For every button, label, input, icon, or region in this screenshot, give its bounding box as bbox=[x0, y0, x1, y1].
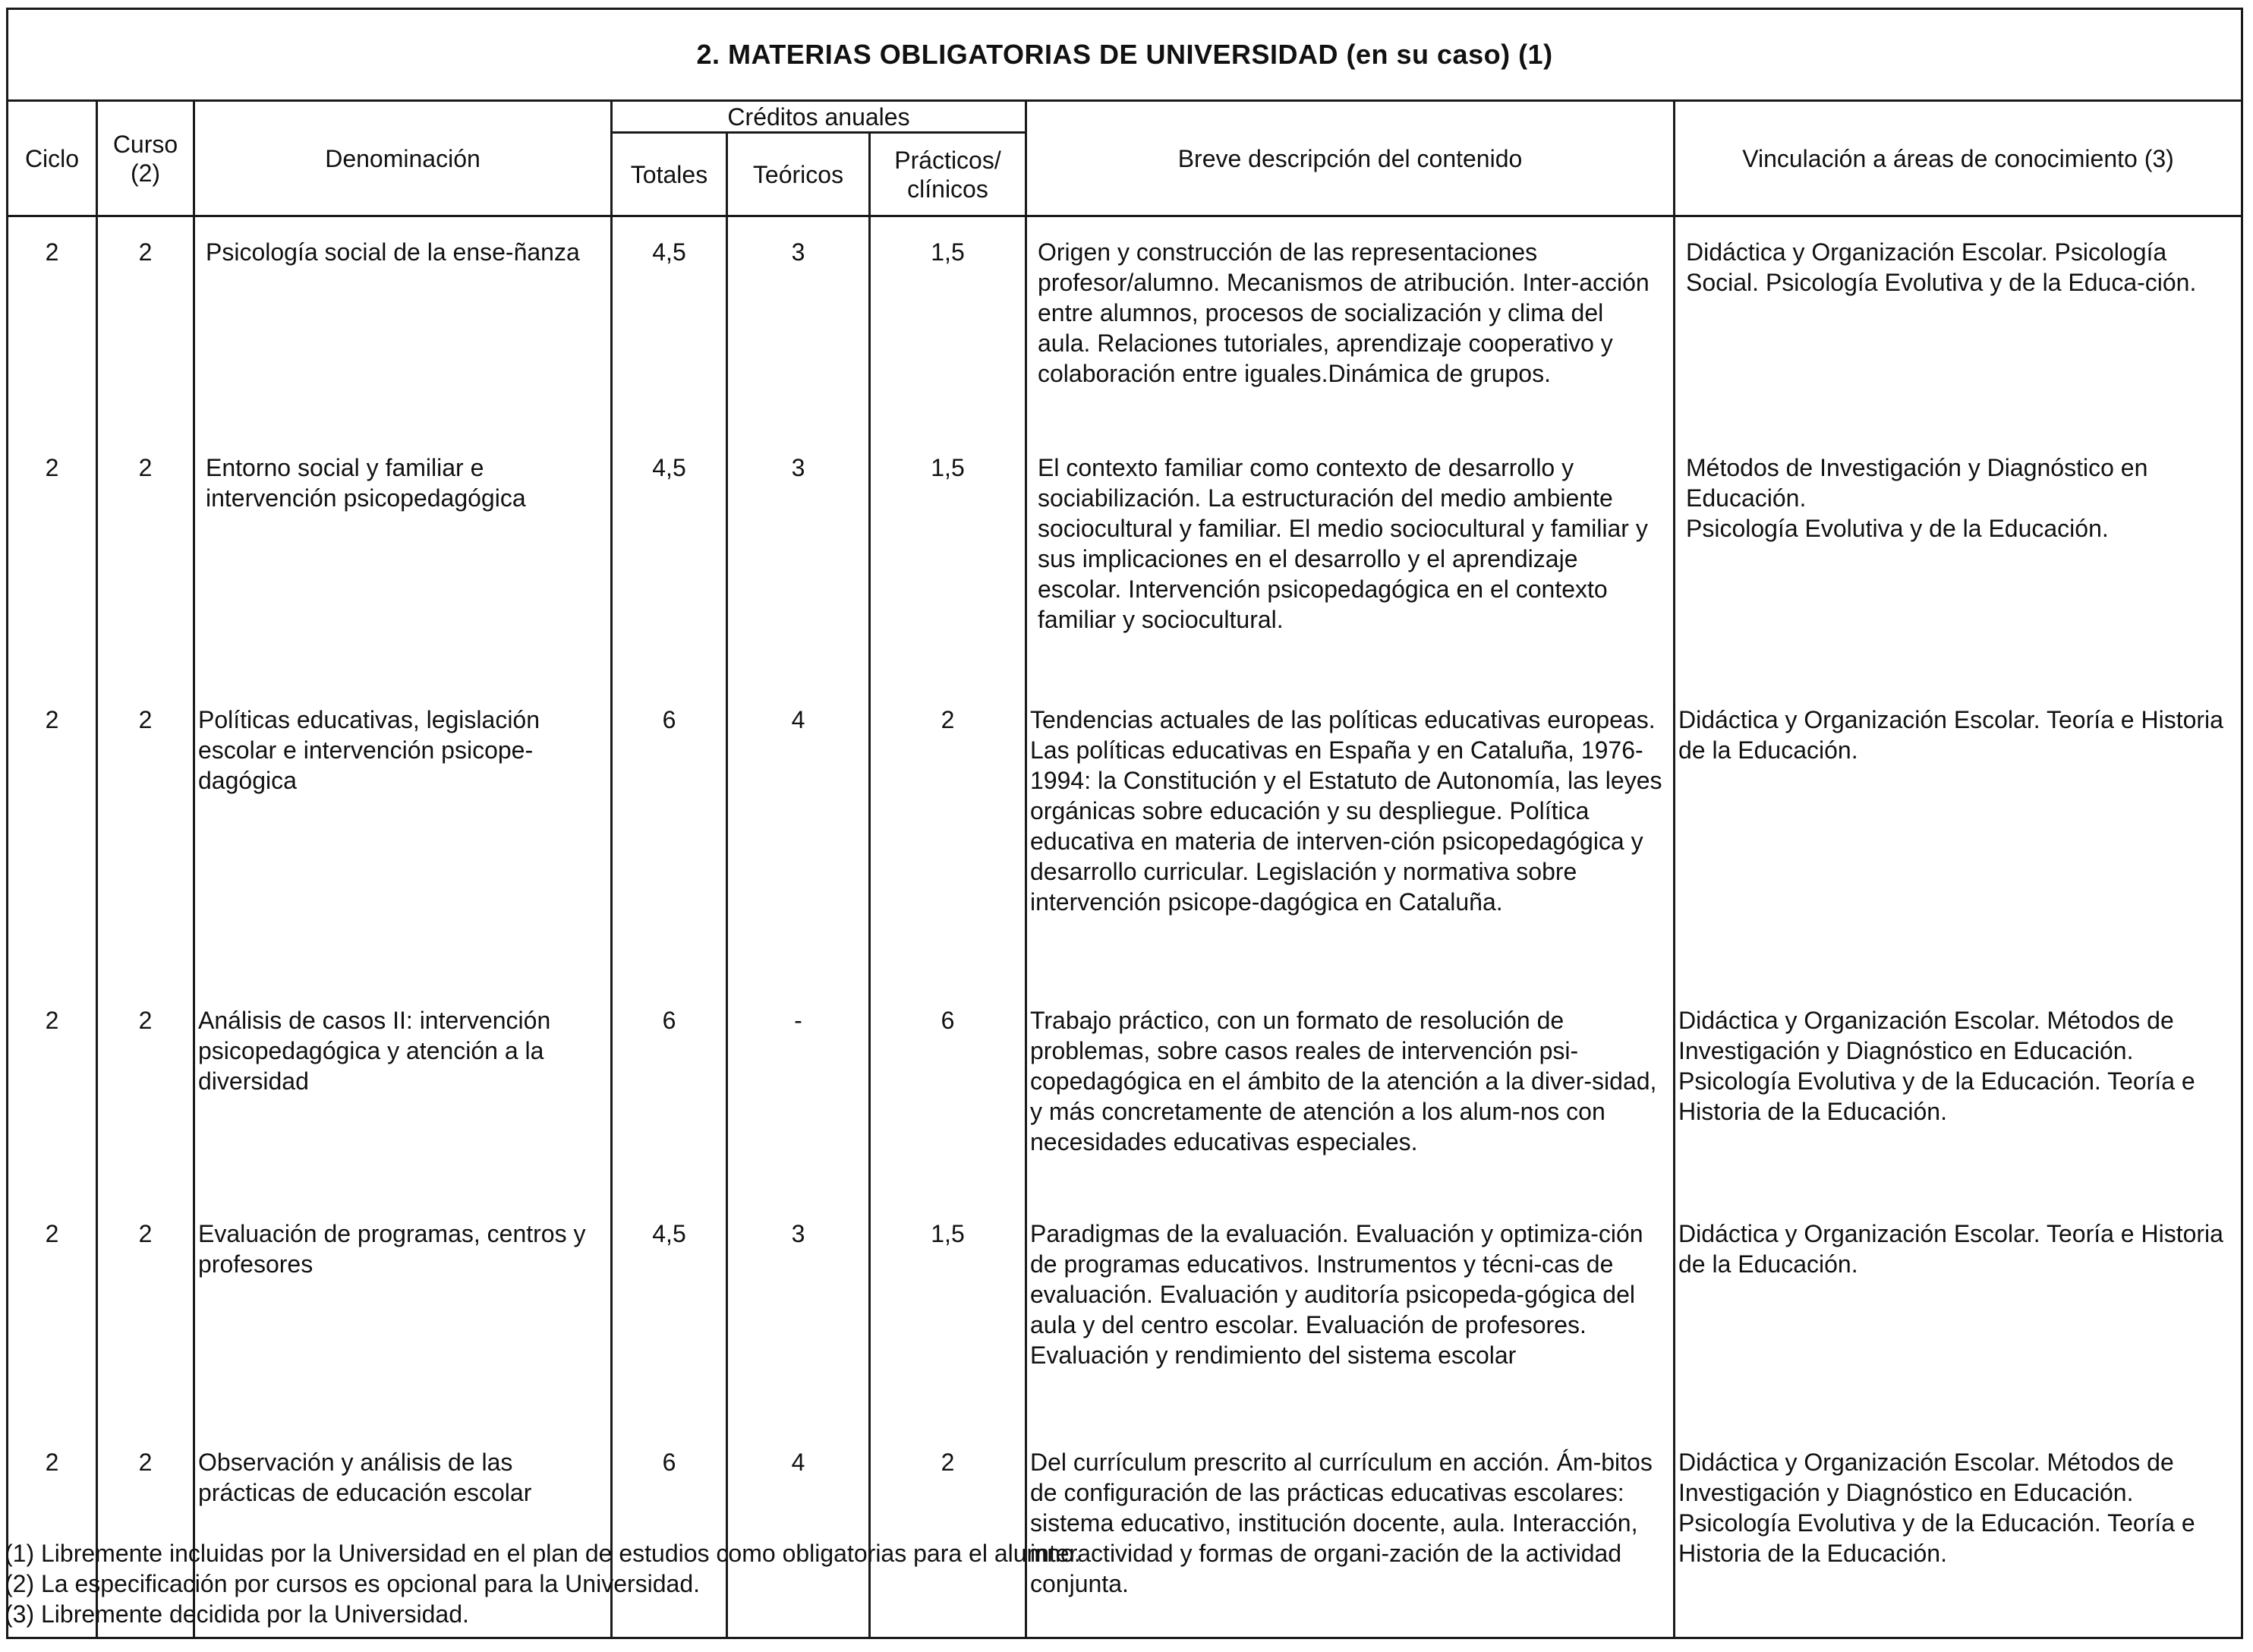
header-vinculacion: Vinculación a áreas de conocimiento (3) bbox=[1675, 101, 2242, 216]
cell-descripcion: El contexto familiar como contexto de desarrollo y sociabilización. La estructuración del medio ambiente sociocultural y familiar. El medio sociocultural y familiar y sus implicaciones en el desarrollo y el aprendizaje escolar. Intervención psicopedagógica en el contexto familiar y sociocultural. bbox=[1026, 433, 1675, 685]
cell-practicos: 1,5 bbox=[870, 216, 1026, 433]
cell-totales: 6 bbox=[612, 1427, 727, 1638]
footnotes bbox=[5, 1538, 1081, 1629]
cell-denominacion: Políticas educativas, legislación escolar e intervención psicope-dagógica bbox=[194, 685, 612, 985]
cell-ciclo: 2 bbox=[8, 985, 97, 1199]
footnote: (1) Libremente incluidas por la Universidad en el plan de estudios como obligatorias para el alumno. bbox=[5, 1540, 1081, 1567]
cell-totales: 6 bbox=[612, 985, 727, 1199]
header-curso bbox=[97, 101, 194, 216]
cell-ciclo: 2 bbox=[8, 216, 97, 433]
header-ciclo: Ciclo bbox=[8, 101, 97, 216]
cell-vinculacion: Didáctica y Organización Escolar. Psicología Social. Psicología Evolutiva y de la Educa-ción. bbox=[1675, 216, 2242, 433]
header-curso-note: (2) bbox=[130, 159, 161, 187]
cell-vinculacion bbox=[1675, 433, 2242, 685]
cell-ciclo: 2 bbox=[8, 685, 97, 985]
header-descripcion: Breve descripción del contenido bbox=[1026, 101, 1675, 216]
footnote: (2) La especificación por cursos es opcional para la Universidad. bbox=[5, 1570, 701, 1597]
cell-teoricos: 4 bbox=[727, 1427, 870, 1638]
header-practicos bbox=[870, 133, 1026, 216]
cell-practicos: 1,5 bbox=[870, 1199, 1026, 1427]
cell-practicos: 6 bbox=[870, 985, 1026, 1199]
cell-vinculacion: Didáctica y Organización Escolar. Métodos de Investigación y Diagnóstico en Educación. Psicología Evolutiva y de la Educación. Teoría e Historia de la Educación. bbox=[1675, 1427, 2242, 1638]
header-practicos-line1: Prácticos/ bbox=[894, 146, 1001, 174]
table-title: 2. MATERIAS OBLIGATORIAS DE UNIVERSIDAD (en su caso) (1) bbox=[8, 9, 2242, 101]
cell-vinculacion: Didáctica y Organización Escolar. Teoría e Historia de la Educación. bbox=[1675, 1199, 2242, 1427]
subjects-table bbox=[6, 8, 2243, 1639]
header-curso-label: Curso bbox=[112, 130, 178, 158]
cell-curso: 2 bbox=[97, 685, 194, 985]
cell-teoricos: 3 bbox=[727, 216, 870, 433]
cell-teoricos: - bbox=[727, 985, 870, 1199]
cell-curso: 2 bbox=[97, 433, 194, 685]
cell-totales: 4,5 bbox=[612, 1199, 727, 1427]
cell-vinculacion: Didáctica y Organización Escolar. Métodos de Investigación y Diagnóstico en Educación. Psicología Evolutiva y de la Educación. Teoría e Historia de la Educación. bbox=[1675, 985, 2242, 1199]
cell-totales: 6 bbox=[612, 685, 727, 985]
cell-practicos: 2 bbox=[870, 685, 1026, 985]
vinculacion-line: Psicología Evolutiva y de la Educación. bbox=[1686, 515, 2109, 542]
footnote: (3) Libremente decidida por la Universidad. bbox=[5, 1600, 469, 1628]
cell-denominacion: Psicología social de la ense-ñanza bbox=[194, 216, 612, 433]
cell-ciclo: 2 bbox=[8, 1199, 97, 1427]
table-row bbox=[8, 985, 2242, 1199]
table-row bbox=[8, 433, 2242, 685]
cell-curso: 2 bbox=[97, 216, 194, 433]
cell-teoricos: 3 bbox=[727, 433, 870, 685]
cell-teoricos: 3 bbox=[727, 1199, 870, 1427]
cell-descripcion: Origen y construcción de las representaciones profesor/alumno. Mecanismos de atribución. Inter-acción entre alumnos, procesos de socialización y clima del aula. Relaciones tutoriales, aprendizaje cooperativo y colaboración entre iguales.Dinámica de grupos. bbox=[1026, 216, 1675, 433]
table-row bbox=[8, 685, 2242, 985]
vinculacion-line: Métodos de Investigación y Diagnóstico en Educación. bbox=[1686, 454, 2148, 512]
cell-curso: 2 bbox=[97, 985, 194, 1199]
cell-teoricos: 4 bbox=[727, 685, 870, 985]
cell-descripcion: Tendencias actuales de las políticas educativas europeas. Las políticas educativas en España y en Cataluña, 1976-1994: la Constitución y el Estatuto de Autonomía, las leyes orgánicas sobre educación y su despliegue. Política educativa en materia de interven-ción psicopedagógica y desarrollo curricular. Legislación y normativa sobre intervención psicope-dagógica en Cataluña. bbox=[1026, 685, 1675, 985]
cell-denominacion: Evaluación de programas, centros y profesores bbox=[194, 1199, 612, 1427]
cell-totales: 4,5 bbox=[612, 433, 727, 685]
cell-descripcion: Trabajo práctico, con un formato de resolución de problemas, sobre casos reales de intervención psi-copedagógica en el ámbito de la atención a la diver-sidad, y más concretamente de atención a los alum-nos con necesidades educativas especiales. bbox=[1026, 985, 1675, 1199]
table-row bbox=[8, 1199, 2242, 1427]
cell-curso: 2 bbox=[97, 1199, 194, 1427]
table-row bbox=[8, 216, 2242, 433]
cell-ciclo: 2 bbox=[8, 1427, 97, 1638]
cell-curso: 2 bbox=[97, 1427, 194, 1638]
header-totales: Totales bbox=[612, 133, 727, 216]
cell-vinculacion: Didáctica y Organización Escolar. Teoría e Historia de la Educación. bbox=[1675, 685, 2242, 985]
cell-descripcion: Del currículum prescrito al currículum en acción. Ám-bitos de configuración de las prácticas educativas escolares: sistema educativo, institución docente, aula. Interacción, interactividad y formas de organi-zación de la actividad conjunta. bbox=[1026, 1427, 1675, 1638]
cell-ciclo: 2 bbox=[8, 433, 97, 685]
header-teoricos: Teóricos bbox=[727, 133, 870, 216]
header-creditos: Créditos anuales bbox=[612, 101, 1026, 133]
cell-denominacion: Entorno social y familiar e intervención psicopedagógica bbox=[194, 433, 612, 685]
header-denominacion: Denominación bbox=[194, 101, 612, 216]
cell-denominacion: Análisis de casos II: intervención psicopedagógica y atención a la diversidad bbox=[194, 985, 612, 1199]
cell-practicos: 2 bbox=[870, 1427, 1026, 1638]
cell-totales: 4,5 bbox=[612, 216, 727, 433]
header-practicos-line2: clínicos bbox=[907, 175, 988, 203]
cell-descripcion: Paradigmas de la evaluación. Evaluación y optimiza-ción de programas educativos. Instrumentos y técni-cas de evaluación. Evaluación y auditoría psicopeda-gógica del aula y del centro escolar. Evaluación de profesores. Evaluación y rendimiento del sistema escolar bbox=[1026, 1199, 1675, 1427]
cell-denominacion: Observación y análisis de las prácticas de educación escolar bbox=[194, 1427, 612, 1638]
cell-practicos: 1,5 bbox=[870, 433, 1026, 685]
